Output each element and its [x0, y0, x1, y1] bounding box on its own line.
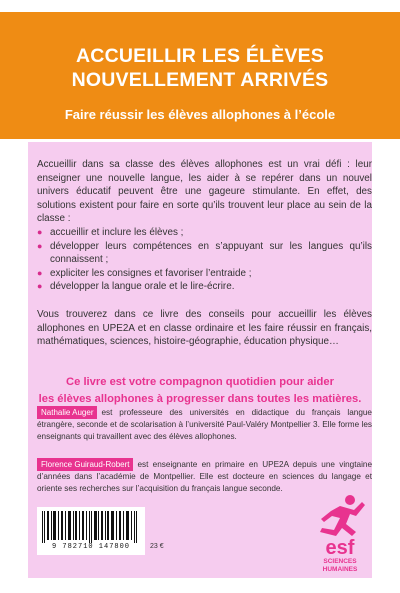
- author-bio-2: [37, 458, 372, 494]
- content-panel: [28, 142, 372, 578]
- logo-word: esf: [325, 537, 355, 559]
- isbn-number: 9 782710 147800: [51, 543, 130, 551]
- author-name-tag: Nathalie Auger: [37, 406, 97, 419]
- list-item: [37, 280, 372, 294]
- intro-paragraph: Accueillir dans sa classe des élèves allophones est un vrai défi : leur enseigner une nouvelle langue, les aider à se repérer dans un nouvel univers éducatif peuvent être une gageure stimulante. En effet, des solutions existent pour faire en sorte qu’ils trouvent leur place au sein de la classe :: [37, 159, 372, 225]
- bullet-list: [37, 226, 372, 294]
- list-item: [37, 267, 372, 281]
- header-band: [0, 12, 400, 139]
- book-subtitle: Faire réussir les élèves allophones à l’école: [64, 107, 336, 122]
- bullet-icon: ●: [37, 281, 43, 292]
- intro-block: [37, 158, 372, 294]
- bullet-text: développer leurs compétences en s’appuyant sur les langues qu’ils connaissent ;: [50, 240, 372, 266]
- list-item: [37, 226, 372, 240]
- highlight-text: [28, 374, 372, 408]
- list-item: [37, 240, 372, 267]
- logo-tagline-2: HUMAINES: [322, 566, 358, 573]
- bullet-text: accueillir et inclure les élèves ;: [50, 226, 184, 238]
- bullet-text: développer la langue orale et le lire-écrire.: [50, 281, 235, 293]
- price-label: 23 €: [150, 543, 164, 550]
- second-paragraph: Vous trouverez dans ce livre des conseils pour accueillir les élèves allophones en UPE2A et en classe ordinaire et les faire réussir en français, mathématiques, sciences, histoire-géographie, éducation physique…: [37, 309, 372, 348]
- highlight-line-2: les élèves allophones à progresser dans toutes les matières.: [38, 393, 362, 405]
- logo-tagline-1: SCIENCES: [323, 558, 357, 565]
- author-bio-text: est professeure des universités en didactique du français langue étrangère, seconde et de scolarisation à l’université Paul-Valéry Montpellier 3. Elle forme les enseignants qui travaillent avec des élèves allophones.: [37, 408, 372, 441]
- title-line-2: NOUVELLEMENT ARRIVÉS: [71, 69, 329, 91]
- book-title: [0, 44, 400, 92]
- author-bio-text: est enseignante en primaire en UPE2A depuis une vingtaine d’années dans l’académie de Montpellier. Elle est docteure en sciences du langage et oriente ses recherches sur l’acquisition du français langue seconde.: [37, 460, 372, 493]
- bullet-text: expliciter les consignes et favoriser l’entraide ;: [50, 267, 252, 279]
- esf-logo: [310, 492, 370, 574]
- title-line-1: ACCUEILLIR LES ÉLÈVES: [76, 45, 324, 67]
- barcode-bars-icon: [42, 511, 140, 543]
- bullet-icon: ●: [37, 240, 43, 251]
- bullet-icon: ●: [37, 226, 43, 237]
- author-bio-1: [37, 406, 372, 442]
- author-name-tag: Florence Guiraud-Robert: [37, 458, 133, 471]
- highlight-line-1: Ce livre est votre compagnon quotidien pour aider: [66, 376, 334, 388]
- bullet-icon: ●: [37, 267, 43, 278]
- barcode: [37, 507, 145, 555]
